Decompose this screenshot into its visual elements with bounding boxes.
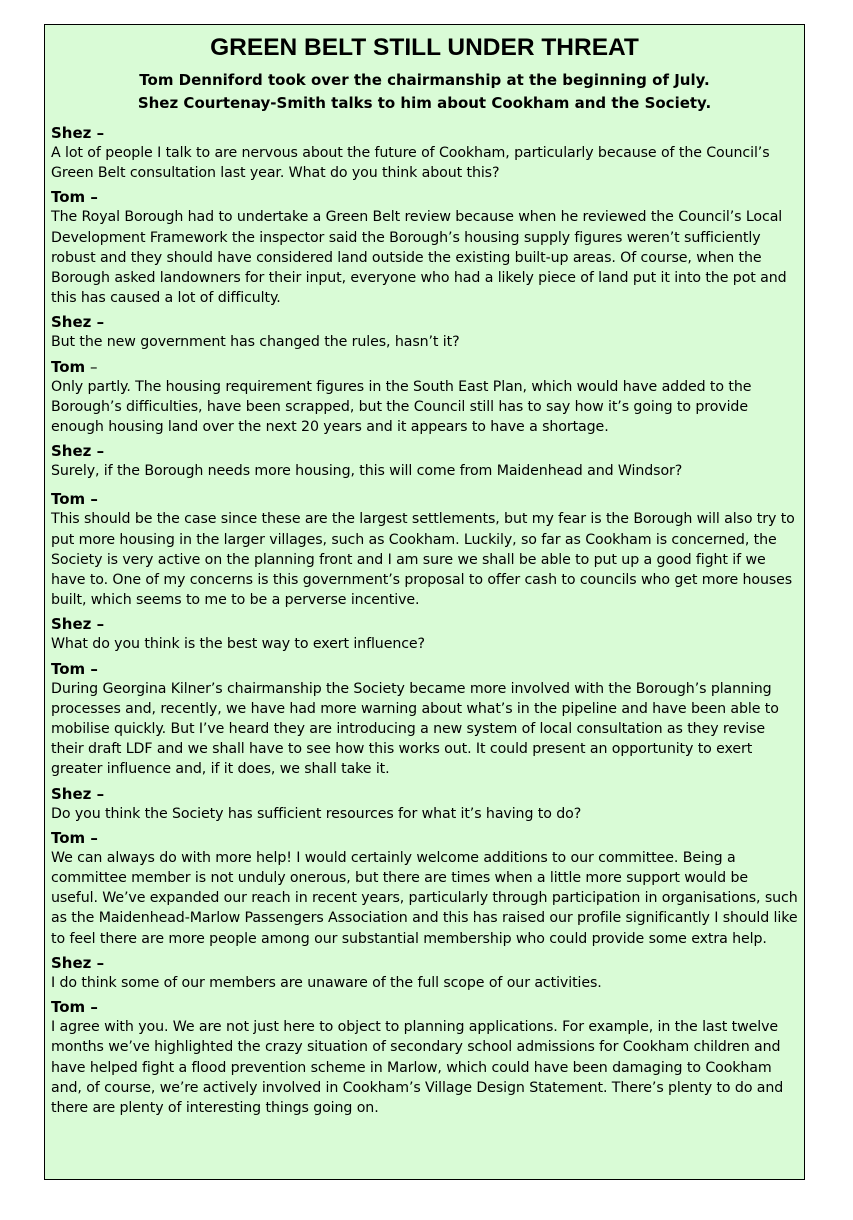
speaker-label: Shez –	[51, 442, 105, 461]
exchange-9	[51, 785, 798, 824]
exchange-text: I do think some of our members are unaware of the full scope of our activities.	[51, 974, 602, 991]
speaker-label: Shez –	[51, 615, 105, 634]
exchange-3	[51, 313, 798, 352]
exchange-text: We can always do with more help! I would certainly welcome additions to our committee. Being a committee member is not unduly onerous, but there are times when a little more support would be useful. We’ve expanded our reach in recent years, particularly through participation in organisations, such as the Maidenhead-Marlow Passengers Association and this has raised our profile significantly I should like to feel there are more people among our substantial membership who could provide some extra help.	[51, 849, 798, 947]
speaker-dash: –	[85, 357, 98, 376]
exchange-11	[51, 954, 798, 993]
exchange-6	[51, 490, 798, 610]
speaker-label: Shez –	[51, 953, 105, 972]
speaker-label: Tom –	[51, 490, 98, 509]
exchange-text: Do you think the Society has sufficient resources for what it’s having to do?	[51, 805, 582, 822]
speaker-label: Shez –	[51, 313, 105, 332]
speaker-label: Tom –	[51, 828, 98, 847]
exchange-text: During Georgina Kilner’s chairmanship the Society became more involved with the Borough’s planning processes and, recently, we have had more warning about what’s in the pipeline and have been able to mobilise quickly. But I’ve heard they are introducing a new system of local consultation as they revise their draft LDF and we shall have to see how this works out. It could present an opportunity to exert greater influence and, if it does, we shall take it.	[51, 680, 779, 778]
article-title: GREEN BELT STILL UNDER THREAT	[210, 34, 639, 61]
exchange-text: I agree with you. We are not just here to object to planning applications. For example, in the last twelve months we’ve highlighted the crazy situation of secondary school admissions for Cookham children and have helped fight a flood prevention scheme in Marlow, which could have been damaging to Cookham and, of course, we’re actively involved in Cookham’s Village Design Statement. There’s plenty to do and there are plenty of interesting things going on.	[51, 1019, 784, 1116]
subtitle-line-2: Shez Courtenay-Smith talks to him about Cookham and the Society.	[137, 94, 712, 112]
exchange-text: A lot of people I talk to are nervous about the future of Cookham, particularly because of the Council’s Green Belt consultation last year. What do you think about this?	[51, 145, 770, 182]
speaker-label: Tom –	[51, 188, 98, 207]
speaker-label: Shez –	[51, 124, 105, 142]
exchange-text: This should be the case since these are the largest settlements, but my fear is the Borough will also try to put more housing in the larger villages, such as Cookham. Luckily, so far as Cookham is concerned, the Society is very active on the planning front and I am sure we shall be able to put up a good fight if we have to. One of my concerns is this government’s proposal to offer cash to councils who get more houses built, which seems to me to be a perverse incentive.	[51, 511, 795, 609]
exchange-text: The Royal Borough had to undertake a Green Belt review because when he reviewed the Council’s Local Development Framework the inspector said the Borough’s housing supply figures weren’t sufficiently robust and they should have considered land outside the existing built-up areas. Of course, when the Borough asked landowners for their input, everyone who had a likely piece of land put it into the pot and this has caused a lot of difficulty.	[51, 209, 787, 307]
subtitle-line-1: Tom Denniford took over the chairmanship at the beginning of July.	[139, 71, 710, 89]
exchange-7	[51, 615, 798, 654]
exchange-12	[51, 998, 798, 1118]
speaker-label: Shez –	[51, 784, 105, 803]
article-subtitle	[51, 69, 798, 115]
speaker-label	[51, 358, 798, 377]
article-box	[44, 24, 805, 1180]
exchange-8	[51, 660, 798, 780]
exchange-text: Only partly. The housing requirement figures in the South East Plan, which would have added to the Borough’s difficulties, have been scrapped, but the Council still has to say how it’s going to provide enough housing land over the next 20 years and it appears to have a shortage.	[51, 378, 752, 436]
exchange-1	[51, 124, 798, 183]
exchange-2	[51, 188, 798, 308]
exchange-text: What do you think is the best way to exert influence?	[51, 636, 425, 653]
speaker-label: Tom –	[51, 659, 98, 678]
exchange-5	[51, 442, 798, 481]
speaker-name: Tom	[51, 357, 86, 376]
exchange-text: But the new government has changed the rules, hasn’t it?	[51, 334, 460, 351]
exchange-text: Surely, if the Borough needs more housing, this will come from Maidenhead and Windsor?	[51, 463, 683, 480]
speaker-label: Tom –	[51, 998, 98, 1017]
exchange-10	[51, 829, 798, 949]
exchange-4	[51, 358, 798, 438]
